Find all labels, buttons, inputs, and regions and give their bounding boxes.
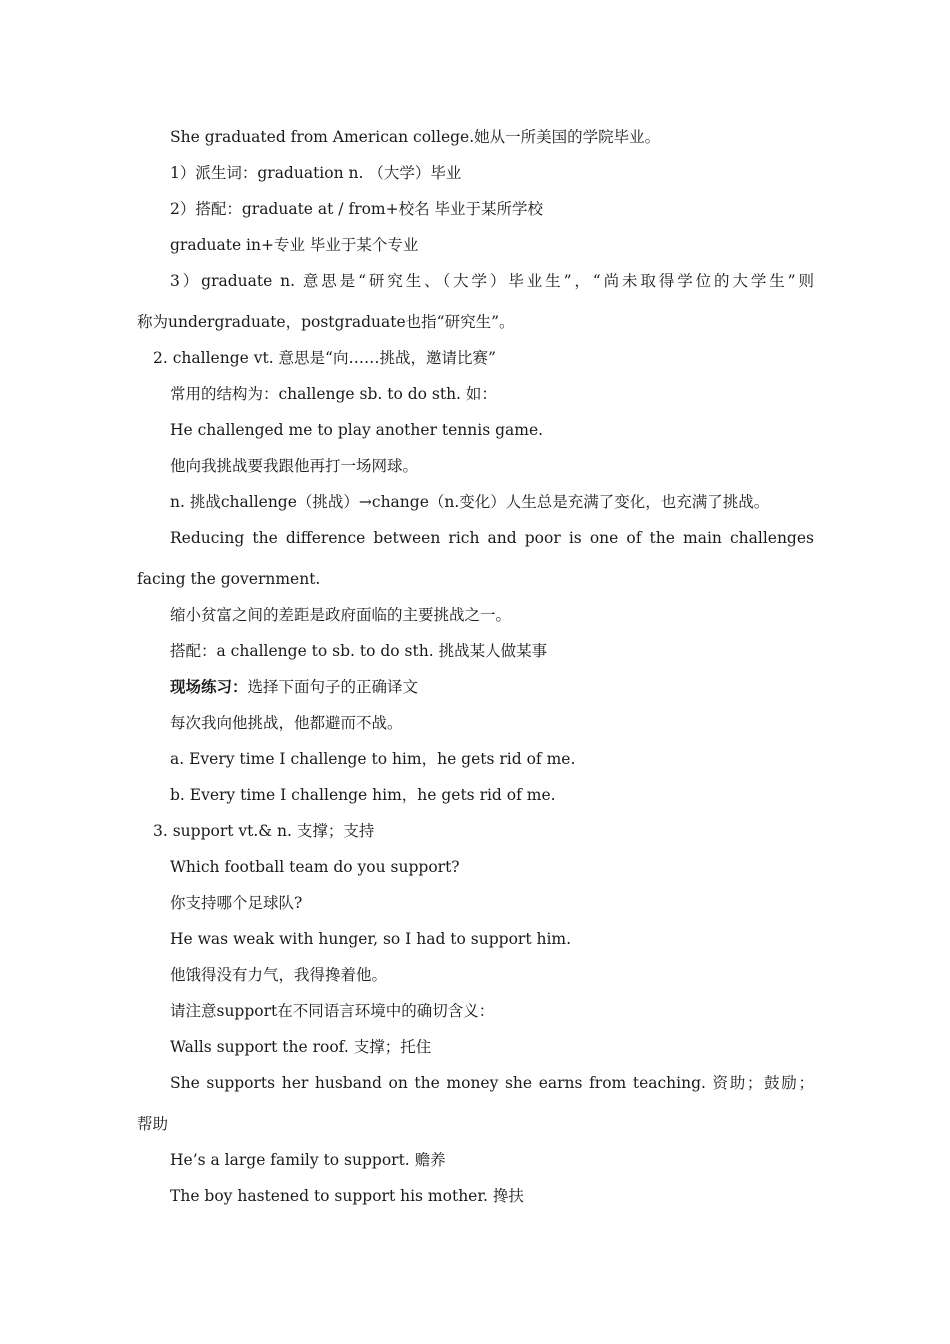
text-line: The boy hastened to support his mother. 搀扶: [170, 1187, 524, 1205]
text-line: 帮助: [137, 1115, 169, 1133]
section-heading: 3. support vt.& n. 支撑；支持: [153, 822, 375, 840]
text-line: graduate in+专业 毕业于某个专业: [170, 236, 419, 254]
text-line: 每次我向他挑战，他都避而不战。: [170, 714, 403, 732]
text-line: He challenged me to play another tennis game.: [170, 421, 544, 439]
text-line: 他向我挑战要我跟他再打一场网球。: [170, 457, 419, 475]
text-line: He was weak with hunger, so I had to support him.: [170, 930, 572, 948]
option-b: b. Every time I challenge him，he gets rid of me.: [170, 786, 556, 804]
text-line: She supports her husband on the money she earns from teaching. 资助；鼓励；: [170, 1074, 814, 1092]
text-line: 缩小贫富之间的差距是政府面临的主要挑战之一。: [170, 606, 512, 624]
text-line: He’s a large family to support. 赡养: [170, 1151, 446, 1169]
text-line: n. 挑战challenge（挑战）→change（n.变化）人生总是充满了变化，也充满了挑战。: [170, 493, 770, 511]
text-line: 搭配：a challenge to sb. to do sth. 挑战某人做某事: [170, 642, 548, 660]
text-line: 请注意support在不同语言环境中的确切含义：: [170, 1002, 495, 1020]
text-line: facing the government.: [137, 570, 321, 588]
text-line: Reducing the difference between rich and poor is one of the main challenges: [170, 529, 814, 547]
exercise-label: 现场练习：: [170, 677, 248, 696]
text-line: 2）搭配：graduate at / from+校名 毕业于某所学校: [170, 200, 544, 218]
exercise-instruction: 选择下面句子的正确译文: [247, 678, 419, 696]
text-line: Which football team do you support?: [170, 858, 460, 876]
text-line: 常用的结构为：challenge sb. to do sth. 如：: [170, 385, 497, 403]
exercise-heading: [170, 677, 418, 697]
text-line: She graduated from American college.她从一所美国的学院毕业。: [170, 128, 661, 146]
section-heading: 2. challenge vt. 意思是“向……挑战，邀请比赛”: [153, 349, 496, 367]
text-line: 他饿得没有力气，我得搀着他。: [170, 966, 388, 984]
text-line: 3）graduate n. 意思是“研究生、（大学）毕业生”，“尚未取得学位的大学生”则: [170, 272, 814, 290]
option-a: a. Every time I challenge to him，he gets rid of me.: [170, 750, 576, 768]
text-line: Walls support the roof. 支撑；托住: [170, 1038, 432, 1056]
text-line: 称为undergraduate，postgraduate也指“研究生”。: [137, 313, 515, 331]
text-line: 1）派生词：graduation n. （大学）毕业: [170, 164, 462, 182]
text-line: 你支持哪个足球队?: [170, 894, 303, 912]
